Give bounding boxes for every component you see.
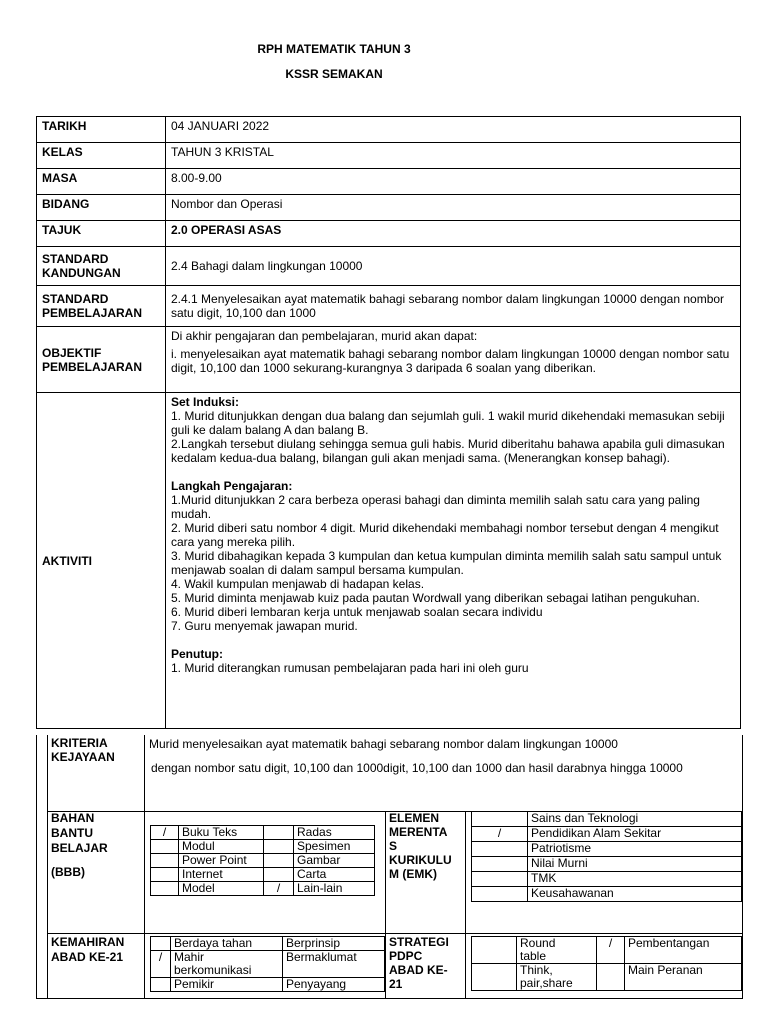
bbb-item: Buku Teks xyxy=(179,826,264,840)
emk-tick xyxy=(472,812,528,827)
langkah-item: 7. Guru menyemak jawapan murid. xyxy=(171,619,358,633)
emk-tick xyxy=(472,857,528,872)
strategi-item-line: table xyxy=(520,949,547,963)
strategi-item: Pembentangan xyxy=(625,937,742,964)
bbb-label-3: BELAJAR xyxy=(51,841,108,855)
langkah-item: 6. Murid diberi lembaran kerja untuk menjawab soalan secara individu xyxy=(171,605,543,619)
emk-label-4: KURIKULU xyxy=(389,853,452,867)
kemahiran-label-1: KEMAHIRAN xyxy=(51,935,125,949)
emk-item: Nilai Murni xyxy=(528,857,742,872)
emk-item: TMK xyxy=(528,872,742,887)
bbb-table xyxy=(150,825,375,896)
emk-item: Pendidikan Alam Sekitar xyxy=(528,827,742,842)
bbb-tick xyxy=(264,868,294,882)
emk-tick: / xyxy=(472,827,528,842)
kriteria-line-1: Murid menyelesaikan ayat matematik bahagi sebarang nombor dalam lingkungan 10000 xyxy=(149,737,618,751)
emk-tick xyxy=(472,887,528,902)
kriteria-line-2: dengan nombor satu digit, 10,100 dan 1000digit, 10,100 dan 1000 dan hasil darabnya hingga 10000 xyxy=(151,761,683,775)
abad21-tick xyxy=(151,978,171,992)
langkah-item: 5. Murid diminta menjawab kuiz pada pautan Wordwall yang diberikan sebagai latihan pengukuhan. xyxy=(171,591,700,605)
langkah-item: 3. Murid dibahagikan kepada 3 kumpulan dan ketua kumpulan diminta memilih salah satu sampul untuk menjawab soalan di dalam sampul bersama kumpulan. xyxy=(171,549,722,577)
lower-section xyxy=(36,735,743,999)
bbb-tick: / xyxy=(264,882,294,896)
bbb-item: Spesimen xyxy=(294,840,375,854)
abad21-table xyxy=(150,936,385,992)
bbb-item: Gambar xyxy=(294,854,375,868)
emk-table xyxy=(471,811,742,902)
bbb-label-2: BANTU xyxy=(51,826,93,840)
kemahiran-label-2: ABAD KE-21 xyxy=(51,950,124,964)
document-subtitle: KSSR SEMAKAN xyxy=(285,67,383,81)
tajuk-label: TAJUK xyxy=(37,221,166,247)
standard-pembelajaran-value: 2.4.1 Menyelesaikan ayat matematik bahagi sebarang nombor dalam lingkungan 10000 dengan nombor satu digit, 10,100 dan 1000 xyxy=(166,286,741,327)
kejayaan-label: KEJAYAAN xyxy=(51,750,115,764)
strategi-item xyxy=(517,964,597,991)
aktiviti-label: AKTIVITI xyxy=(37,393,166,729)
set-induksi-title: Set Induksi: xyxy=(171,395,240,409)
masa-label: MASA xyxy=(37,169,166,195)
kriteria-label: KRITERIA xyxy=(51,736,108,750)
objektif-cell xyxy=(166,327,741,393)
penutup-title: Penutup: xyxy=(171,647,223,661)
lesson-plan-table xyxy=(36,116,741,729)
abad21-tick xyxy=(151,937,171,951)
emk-label-3: S xyxy=(389,839,398,853)
strategi-label-2: PDPC xyxy=(389,949,423,963)
langkah-item: 4. Wakil kumpulan menjawab di hadapan kelas. xyxy=(171,577,425,591)
strategi-tick xyxy=(597,964,625,991)
bidang-value: Nombor dan Operasi xyxy=(166,195,741,221)
objektif-label: OBJEKTIF PEMBELAJARAN xyxy=(37,327,166,393)
bbb-item: Model xyxy=(179,882,264,896)
bbb-tick xyxy=(151,840,179,854)
objektif-item: i. menyelesaikan ayat matematik bahagi sebarang nombor dalam lingkungan 10000 dengan nombor satu digit, 10,100 dan 1000 sekurang-kurangnya 3 daripada 6 soalan yang diberikan. xyxy=(171,347,730,375)
document-title: RPH MATEMATIK TAHUN 3 xyxy=(257,42,411,56)
standard-kandungan-label: STANDARD KANDUNGAN xyxy=(37,247,166,286)
penutup-item: 1. Murid diterangkan rumusan pembelajaran pada hari ini oleh guru xyxy=(171,661,529,675)
emk-label-1: ELEMEN xyxy=(389,811,440,825)
abad21-item: Penyayang xyxy=(283,978,385,992)
bbb-item: Carta xyxy=(294,868,375,882)
strategi-tick: / xyxy=(597,937,625,964)
bbb-tick xyxy=(264,854,294,868)
bbb-tick xyxy=(264,840,294,854)
strategi-item: Main Peranan xyxy=(625,964,742,991)
set-induksi-item: 2.Langkah tersebut diulang sehingga semua guli habis. Murid diberitahu bahawa apabila guli dimasukan kedalam kedua-dua balang, bilangan guli akan menjadi sama. (Menerangkan konsep bahagi). xyxy=(171,437,725,465)
bbb-item: Radas xyxy=(294,826,375,840)
langkah-item: 2. Murid diberi satu nombor 4 digit. Murid dikehendaki membahagi nombor tersebut dengan 4 mengikut cara yang mereka pilih. xyxy=(171,521,719,549)
kelas-value: TAHUN 3 KRISTAL xyxy=(166,143,741,169)
bbb-label-4: (BBB) xyxy=(51,865,85,879)
kelas-label: KELAS xyxy=(37,143,166,169)
abad21-item xyxy=(171,951,283,978)
bbb-item: Internet xyxy=(179,868,264,882)
masa-value: 8.00-9.00 xyxy=(166,169,741,195)
strategi-label-1: STRATEGI xyxy=(389,935,449,949)
abad21-item: Pemikir xyxy=(171,978,283,992)
emk-item: Sains dan Teknologi xyxy=(528,812,742,827)
bbb-tick xyxy=(151,868,179,882)
aktiviti-cell xyxy=(166,393,741,729)
bbb-tick xyxy=(151,882,179,896)
emk-label-5: M (EMK) xyxy=(389,867,437,881)
standard-pembelajaran-label: STANDARD PEMBELAJARAN xyxy=(37,286,166,327)
strategi-item-line: Round xyxy=(520,936,556,950)
bbb-item: Power Point xyxy=(179,854,264,868)
tajuk-value: 2.0 OPERASI ASAS xyxy=(166,221,741,247)
strategi-item-line: Think, xyxy=(520,963,553,977)
emk-item: Keusahawanan xyxy=(528,887,742,902)
objektif-intro: Di akhir pengajaran dan pembelajaran, murid akan dapat: xyxy=(171,329,478,343)
bbb-tick: / xyxy=(151,826,179,840)
abad21-item-line: Mahir xyxy=(174,950,205,964)
emk-tick xyxy=(472,872,528,887)
langkah-title: Langkah Pengajaran: xyxy=(171,479,293,493)
bbb-item: Lain-lain xyxy=(294,882,375,896)
strategi-label-3: ABAD KE- xyxy=(389,963,448,977)
langkah-item: 1.Murid ditunjukkan 2 cara berbeza operasi bahagi dan diminta memilih salah satu cara yang paling mudah. xyxy=(171,493,700,521)
abad21-tick: / xyxy=(151,951,171,978)
bbb-tick xyxy=(151,854,179,868)
strategi-blank xyxy=(472,964,517,991)
abad21-item: Bermaklumat xyxy=(283,951,385,978)
set-induksi-item: 1. Murid ditunjukkan dengan dua balang dan sejumlah guli. 1 wakil murid dikehendaki memasukan sebiji guli ke dalam balang A dan balang B. xyxy=(171,409,725,437)
strategi-item-line: pair,share xyxy=(520,976,573,990)
strategi-table xyxy=(471,936,742,991)
standard-kandungan-value: 2.4 Bahagi dalam lingkungan 10000 xyxy=(166,247,741,286)
bbb-item: Modul xyxy=(179,840,264,854)
abad21-item-line: berkomunikasi xyxy=(174,963,252,977)
strategi-item xyxy=(517,937,597,964)
abad21-item: Berprinsip xyxy=(283,937,385,951)
emk-item: Patriotisme xyxy=(528,842,742,857)
bidang-label: BIDANG xyxy=(37,195,166,221)
emk-tick xyxy=(472,842,528,857)
tarikh-value: 04 JANUARI 2022 xyxy=(166,117,741,143)
bbb-label-1: BAHAN xyxy=(51,811,95,825)
emk-label-2: MERENTA xyxy=(389,825,448,839)
bbb-tick xyxy=(264,826,294,840)
abad21-item: Berdaya tahan xyxy=(171,937,283,951)
tarikh-label: TARIKH xyxy=(37,117,166,143)
strategi-blank xyxy=(472,937,517,964)
strategi-label-4: 21 xyxy=(389,977,403,991)
